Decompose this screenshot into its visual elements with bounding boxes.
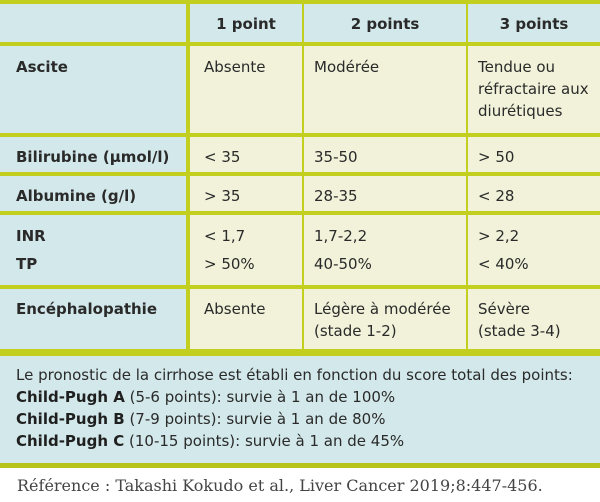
cell [466, 42, 600, 133]
cell-line: réfractaire aux [478, 80, 589, 98]
header-empty [0, 0, 186, 42]
cell [302, 211, 466, 285]
reference-citation: Référence : Takashi Kokudo et al., Liver Cancer 2019;8:447-456. [17, 476, 543, 495]
class-name: Child-Pugh B [16, 410, 125, 428]
cell-line: Sévère [478, 300, 530, 318]
header-3-points: 3 points [466, 0, 600, 42]
cell-line: Légère à modérée [314, 300, 451, 318]
class-detail: (10-15 points): survie à 1 an de 45% [124, 432, 405, 450]
child-pugh-a [16, 386, 600, 408]
header-1-point: 1 point [186, 0, 302, 42]
row-label-ascite: Ascite [0, 42, 186, 133]
cell [466, 285, 600, 349]
cell-line: > 50% [204, 255, 255, 273]
cell: > 35 [186, 172, 302, 211]
row-label-albumine: Albumine (g/l) [0, 172, 186, 211]
cell-line: 1,7-2,2 [314, 227, 368, 245]
cell: < 28 [466, 172, 600, 211]
header-row [0, 0, 600, 42]
prognosis-intro: Le pronostic de la cirrhose est établi en fonction du score total des points: [16, 366, 573, 384]
cell: < 35 [186, 133, 302, 172]
table-row [0, 285, 600, 349]
cell: Absente [186, 285, 302, 349]
row-label-inr-tp [0, 211, 186, 285]
cell: 35-50 [302, 133, 466, 172]
child-pugh-c [16, 430, 600, 452]
table-row [0, 133, 600, 172]
cell: Absente [186, 42, 302, 133]
child-pugh-b [16, 408, 600, 430]
cell: 28-35 [302, 172, 466, 211]
cell: > 50 [466, 133, 600, 172]
cell-line: Tendue ou [478, 58, 556, 76]
cell [186, 211, 302, 285]
cell-line: > 2,2 [478, 227, 520, 245]
header-2-points: 2 points [302, 0, 466, 42]
cell: Modérée [302, 42, 466, 133]
class-name: Child-Pugh A [16, 388, 125, 406]
cell-line: 40-50% [314, 255, 372, 273]
cell [466, 211, 600, 285]
cell-line: < 1,7 [204, 227, 246, 245]
class-detail: (5-6 points): survie à 1 an de 100% [124, 388, 396, 406]
row-label-tp: TP [16, 255, 38, 273]
cell-line: (stade 3-4) [478, 322, 561, 340]
cell-line: < 40% [478, 255, 529, 273]
prognosis-box [0, 356, 600, 468]
table-row [0, 211, 600, 285]
class-name: Child-Pugh C [16, 432, 125, 450]
row-label-inr: INR [16, 227, 46, 245]
table-row [0, 42, 600, 133]
row-label-encephalopathie: Encéphalopathie [0, 285, 186, 349]
cell [302, 285, 466, 349]
table-row [0, 172, 600, 211]
row-label-bilirubine: Bilirubine (µmol/l) [0, 133, 186, 172]
class-detail: (7-9 points): survie à 1 an de 80% [124, 410, 386, 428]
cell-line: (stade 1-2) [314, 322, 397, 340]
cell-line: diurétiques [478, 102, 563, 120]
